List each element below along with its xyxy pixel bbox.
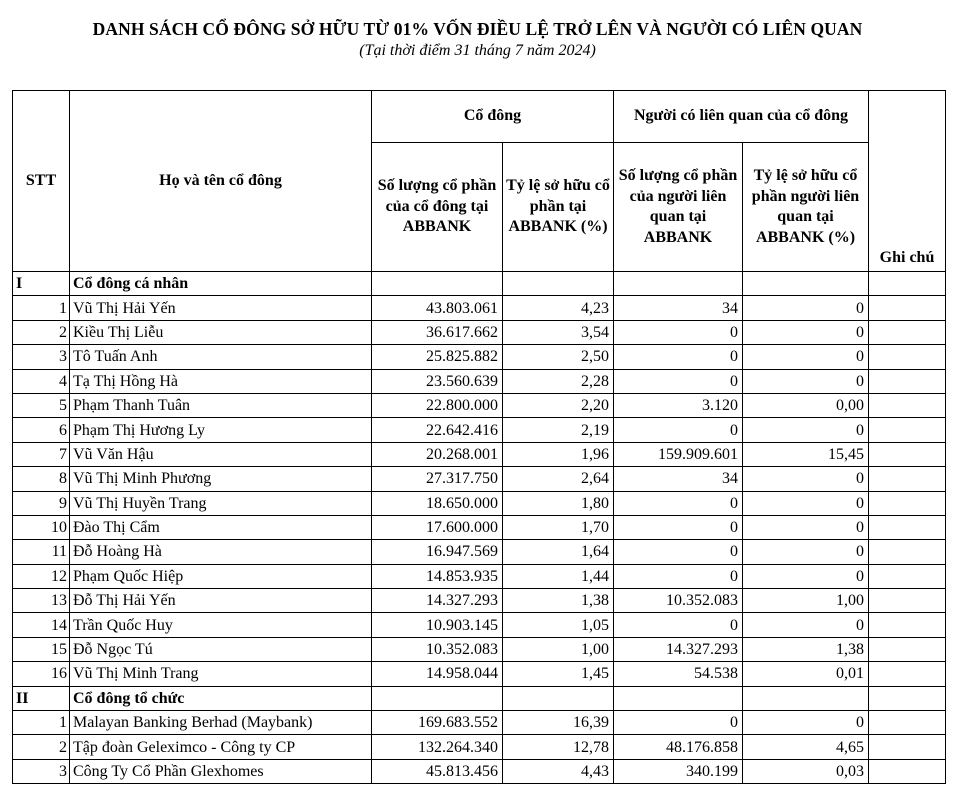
row-note [869,320,946,344]
row-shares: 14.958.044 [372,662,503,686]
row-shares: 18.650.000 [372,491,503,515]
row-related-shares: 0 [614,540,743,564]
row-shares: 10.352.083 [372,637,503,661]
row-note [869,442,946,466]
row-name: Đỗ Hoàng Hà [70,540,372,564]
row-related-ratio: 4,65 [743,735,869,759]
row-ratio: 2,28 [503,369,614,393]
row-note [869,735,946,759]
row-name: Phạm Thanh Tuân [70,393,372,417]
header-name: Họ và tên cổ đông [70,91,372,272]
row-ratio: 16,39 [503,711,614,735]
row-related-shares: 0 [614,418,743,442]
row-related-ratio: 0,00 [743,393,869,417]
table-row [13,296,946,320]
row-note [869,564,946,588]
row-ratio: 12,78 [503,735,614,759]
header-related-ratio: Tỷ lệ sở hữu cổ phần người liên quan tại ABBANK (%) [743,143,869,272]
row-name: Malayan Banking Berhad (Maybank) [70,711,372,735]
row-shares: 132.264.340 [372,735,503,759]
row-stt: 4 [13,369,70,393]
row-note [869,515,946,539]
header-group-shareholder: Cổ đông [372,91,614,143]
row-stt: 2 [13,735,70,759]
row-shares: 14.853.935 [372,564,503,588]
row-related-ratio: 0 [743,540,869,564]
row-shares: 16.947.569 [372,540,503,564]
row-related-shares: 0 [614,369,743,393]
row-note [869,662,946,686]
row-stt: 3 [13,345,70,369]
header-note: Ghi chú [869,91,946,272]
table-row [13,467,946,491]
row-name: Vũ Thị Hải Yến [70,296,372,320]
row-related-shares: 0 [614,613,743,637]
row-ratio: 1,70 [503,515,614,539]
empty-cell [372,272,503,296]
row-ratio: 1,38 [503,589,614,613]
row-stt: 3 [13,759,70,783]
row-related-ratio: 0 [743,369,869,393]
table-row [13,369,946,393]
row-related-shares: 340.199 [614,759,743,783]
row-name: Vũ Văn Hậu [70,442,372,466]
row-related-ratio: 0,01 [743,662,869,686]
row-related-ratio: 0 [743,345,869,369]
row-stt: 9 [13,491,70,515]
row-shares: 25.825.882 [372,345,503,369]
empty-cell [614,686,743,710]
empty-cell [503,686,614,710]
row-shares: 22.800.000 [372,393,503,417]
row-note [869,589,946,613]
section-row [13,272,946,296]
row-note [869,637,946,661]
table-row [13,735,946,759]
section-code: I [13,272,70,296]
table-row [13,637,946,661]
row-ratio: 2,20 [503,393,614,417]
row-related-ratio: 0 [743,613,869,637]
table-row [13,540,946,564]
row-ratio: 4,23 [503,296,614,320]
empty-cell [743,686,869,710]
section-label: Cổ đông cá nhân [70,272,372,296]
row-related-shares: 0 [614,515,743,539]
section-label: Cổ đông tổ chức [70,686,372,710]
row-related-shares: 14.327.293 [614,637,743,661]
row-ratio: 2,50 [503,345,614,369]
empty-cell [869,686,946,710]
row-shares: 14.327.293 [372,589,503,613]
row-stt: 12 [13,564,70,588]
row-related-shares: 34 [614,467,743,491]
row-ratio: 1,05 [503,613,614,637]
row-stt: 13 [13,589,70,613]
row-note [869,418,946,442]
row-stt: 7 [13,442,70,466]
table-row [13,320,946,344]
header-related-shares: Số lượng cổ phần của người liên quan tại ABBANK [614,143,743,272]
row-related-shares: 34 [614,296,743,320]
row-note [869,711,946,735]
row-name: Vũ Thị Huyền Trang [70,491,372,515]
row-related-shares: 0 [614,711,743,735]
row-note [869,613,946,637]
row-stt: 5 [13,393,70,417]
row-name: Tập đoàn Geleximco - Công ty CP [70,735,372,759]
row-related-shares: 0 [614,491,743,515]
table-row [13,613,946,637]
row-ratio: 1,64 [503,540,614,564]
row-name: Tô Tuấn Anh [70,345,372,369]
table-row [13,662,946,686]
row-ratio: 2,19 [503,418,614,442]
row-shares: 43.803.061 [372,296,503,320]
table-row [13,491,946,515]
row-note [869,345,946,369]
row-note [869,491,946,515]
header-ratio: Tỷ lệ sở hữu cổ phần tại ABBANK (%) [503,143,614,272]
row-name: Vũ Thị Minh Phương [70,467,372,491]
row-shares: 45.813.456 [372,759,503,783]
row-ratio: 3,54 [503,320,614,344]
empty-cell [503,272,614,296]
row-related-ratio: 15,45 [743,442,869,466]
row-shares: 23.560.639 [372,369,503,393]
row-stt: 10 [13,515,70,539]
row-shares: 10.903.145 [372,613,503,637]
row-name: Phạm Thị Hương Ly [70,418,372,442]
row-stt: 1 [13,296,70,320]
row-stt: 16 [13,662,70,686]
row-shares: 36.617.662 [372,320,503,344]
row-related-shares: 0 [614,320,743,344]
row-related-ratio: 0 [743,296,869,320]
row-related-shares: 0 [614,345,743,369]
row-shares: 17.600.000 [372,515,503,539]
row-name: Đỗ Thị Hải Yến [70,589,372,613]
row-related-shares: 54.538 [614,662,743,686]
row-related-ratio: 0,03 [743,759,869,783]
table-row [13,589,946,613]
row-related-ratio: 0 [743,418,869,442]
section-code: II [13,686,70,710]
table-row [13,564,946,588]
row-related-ratio: 0 [743,320,869,344]
row-shares: 27.317.750 [372,467,503,491]
table-row [13,418,946,442]
row-shares: 20.268.001 [372,442,503,466]
document-title: DANH SÁCH CỔ ĐÔNG SỞ HỮU TỪ 01% VỐN ĐIỀU LỆ TRỞ LÊN VÀ NGƯỜI CÓ LIÊN QUAN [92,19,863,39]
row-ratio: 1,45 [503,662,614,686]
row-name: Công Ty Cổ Phần Glexhomes [70,759,372,783]
row-note [869,369,946,393]
row-name: Đỗ Ngọc Tú [70,637,372,661]
row-stt: 14 [13,613,70,637]
header-shares: Số lượng cổ phần của cổ đông tại ABBANK [372,143,503,272]
row-related-ratio: 0 [743,515,869,539]
row-stt: 2 [13,320,70,344]
row-related-shares: 3.120 [614,393,743,417]
empty-cell [743,272,869,296]
row-ratio: 4,43 [503,759,614,783]
table-row [13,442,946,466]
row-note [869,759,946,783]
row-related-shares: 10.352.083 [614,589,743,613]
header-group-related: Người có liên quan của cổ đông [614,91,869,143]
row-shares: 169.683.552 [372,711,503,735]
row-stt: 1 [13,711,70,735]
row-ratio: 1,00 [503,637,614,661]
row-name: Tạ Thị Hồng Hà [70,369,372,393]
row-name: Vũ Thị Minh Trang [70,662,372,686]
row-related-ratio: 0 [743,491,869,515]
table-row [13,345,946,369]
row-stt: 11 [13,540,70,564]
row-name: Kiều Thị Liễu [70,320,372,344]
row-ratio: 1,44 [503,564,614,588]
row-name: Trần Quốc Huy [70,613,372,637]
row-name: Đào Thị Cẩm [70,515,372,539]
row-name: Phạm Quốc Hiệp [70,564,372,588]
row-related-ratio: 1,00 [743,589,869,613]
row-note [869,540,946,564]
empty-cell [614,272,743,296]
row-note [869,296,946,320]
row-ratio: 1,96 [503,442,614,466]
table-row [13,393,946,417]
empty-cell [869,272,946,296]
table-header [13,91,946,272]
table-body [13,272,946,784]
row-stt: 8 [13,467,70,491]
row-shares: 22.642.416 [372,418,503,442]
row-related-shares: 159.909.601 [614,442,743,466]
row-ratio: 1,80 [503,491,614,515]
row-related-ratio: 1,38 [743,637,869,661]
row-stt: 15 [13,637,70,661]
shareholder-table [12,90,946,784]
row-stt: 6 [13,418,70,442]
empty-cell [372,686,503,710]
row-related-ratio: 0 [743,467,869,491]
row-related-shares: 0 [614,564,743,588]
row-note [869,467,946,491]
table-row [13,515,946,539]
header-stt: STT [13,91,70,272]
row-related-ratio: 0 [743,711,869,735]
row-related-shares: 48.176.858 [614,735,743,759]
document-subtitle: (Tại thời điểm 31 tháng 7 năm 2024) [359,42,596,59]
row-related-ratio: 0 [743,564,869,588]
row-note [869,393,946,417]
table-row [13,759,946,783]
table-row [13,711,946,735]
row-ratio: 2,64 [503,467,614,491]
section-row [13,686,946,710]
